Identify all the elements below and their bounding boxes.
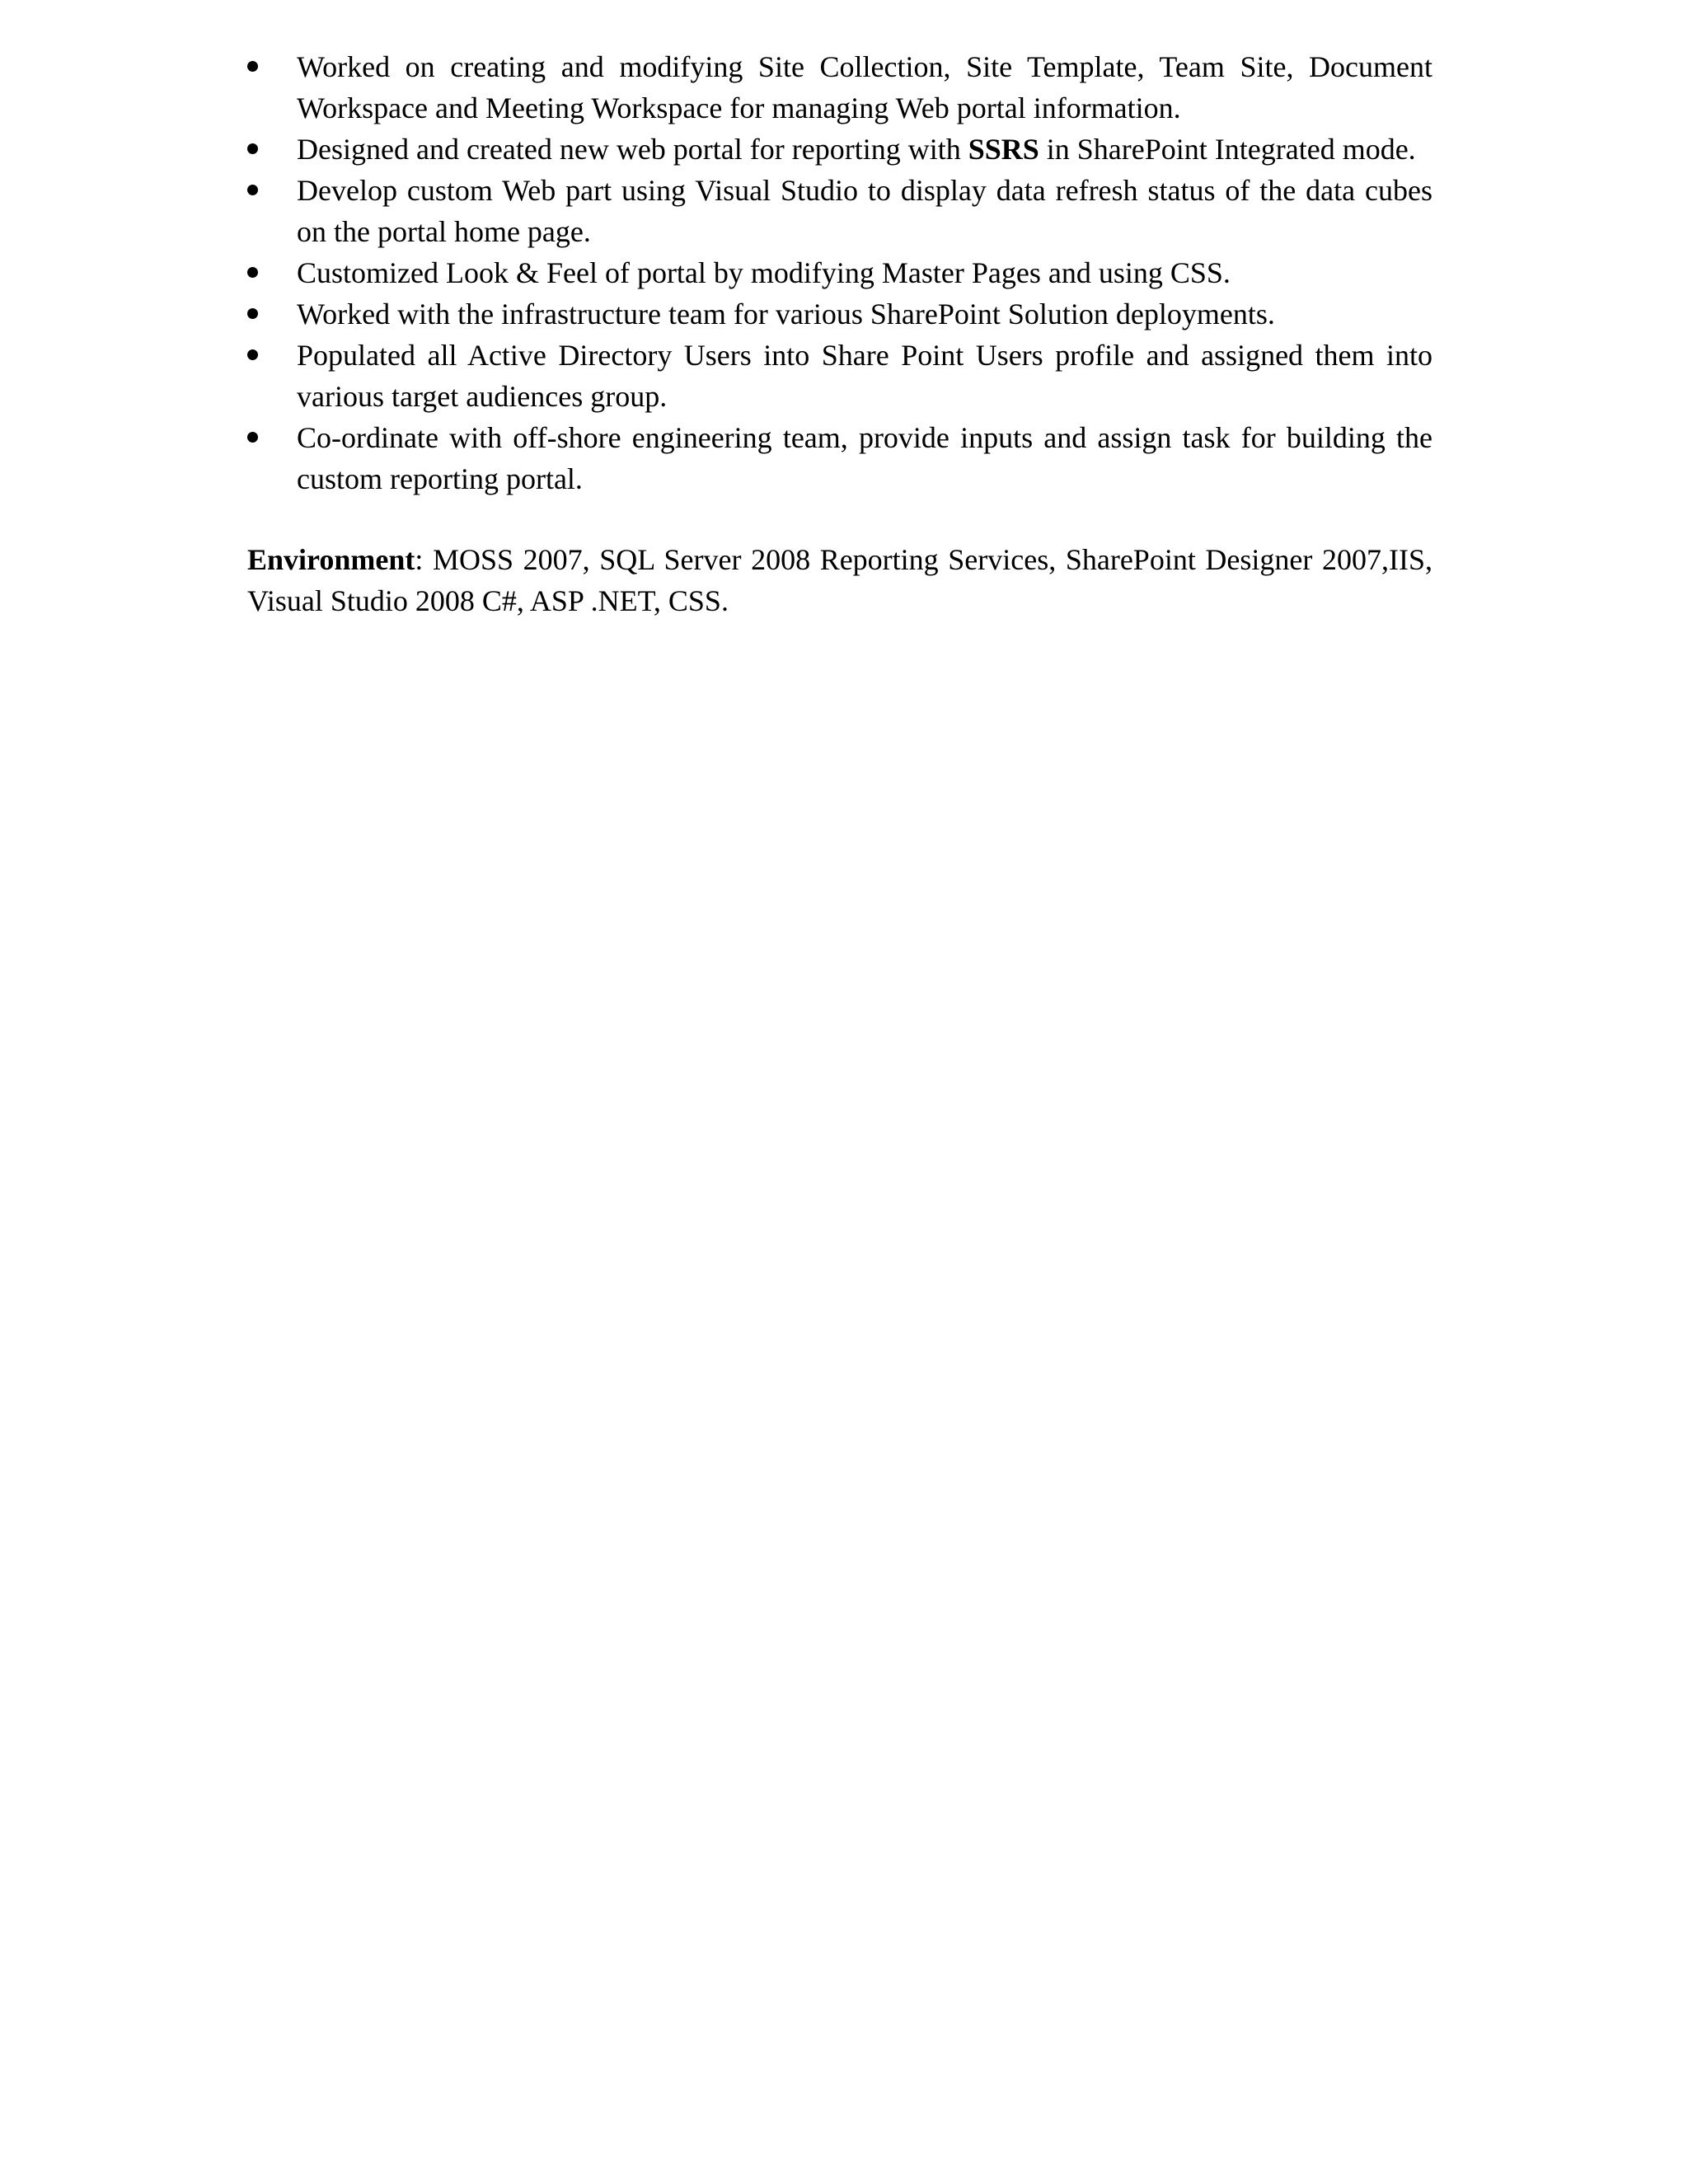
list-item	[247, 293, 1432, 335]
environment-paragraph	[247, 539, 1432, 621]
list-item-text: Co-ordinate with off-shore engineering team, provide inputs and assign task for building the custom reporting portal.	[297, 421, 1432, 495]
list-item-text: Worked on creating and modifying Site Collection, Site Template, Team Site, Document Workspace and Meeting Workspace for managing Web portal information.	[297, 50, 1432, 124]
ssrs-bold-text: SSRS	[968, 133, 1039, 166]
page-content	[247, 46, 1432, 651]
bullet-icon	[247, 61, 258, 72]
list-item	[247, 335, 1432, 417]
bullet-icon	[247, 349, 258, 360]
list-item	[247, 129, 1432, 170]
bullet-icon	[247, 143, 258, 154]
environment-separator: :	[415, 543, 424, 576]
list-item-text: Worked with the infrastructure team for various SharePoint Solution deployments.	[297, 298, 1275, 330]
bullet-icon	[247, 432, 258, 443]
list-item-text: Customized Look & Feel of portal by modifying Master Pages and using CSS.	[297, 256, 1231, 289]
list-item	[247, 417, 1432, 499]
bullet-icon	[247, 308, 258, 319]
list-item	[247, 46, 1432, 129]
environment-label: Environment	[247, 543, 415, 576]
environment-text: MOSS 2007, SQL Server 2008 Reporting Services, SharePoint Designer 2007,IIS, Visual Studio 2008 C#, ASP .NET, CSS.	[247, 543, 1432, 617]
list-item	[247, 252, 1432, 293]
responsibilities-list	[247, 46, 1432, 499]
list-item-text-start: Designed and created new web portal for reporting with	[297, 133, 968, 166]
bullet-icon	[247, 185, 258, 195]
bullet-icon	[247, 267, 258, 278]
list-item-text: Develop custom Web part using Visual Studio to display data refresh status of the data cubes on the portal home page.	[297, 174, 1432, 248]
list-item	[247, 170, 1432, 252]
list-item-text-end: in SharePoint Integrated mode.	[1039, 133, 1416, 166]
list-item-text: Populated all Active Directory Users into Share Point Users profile and assigned them into various target audiences group.	[297, 339, 1432, 413]
